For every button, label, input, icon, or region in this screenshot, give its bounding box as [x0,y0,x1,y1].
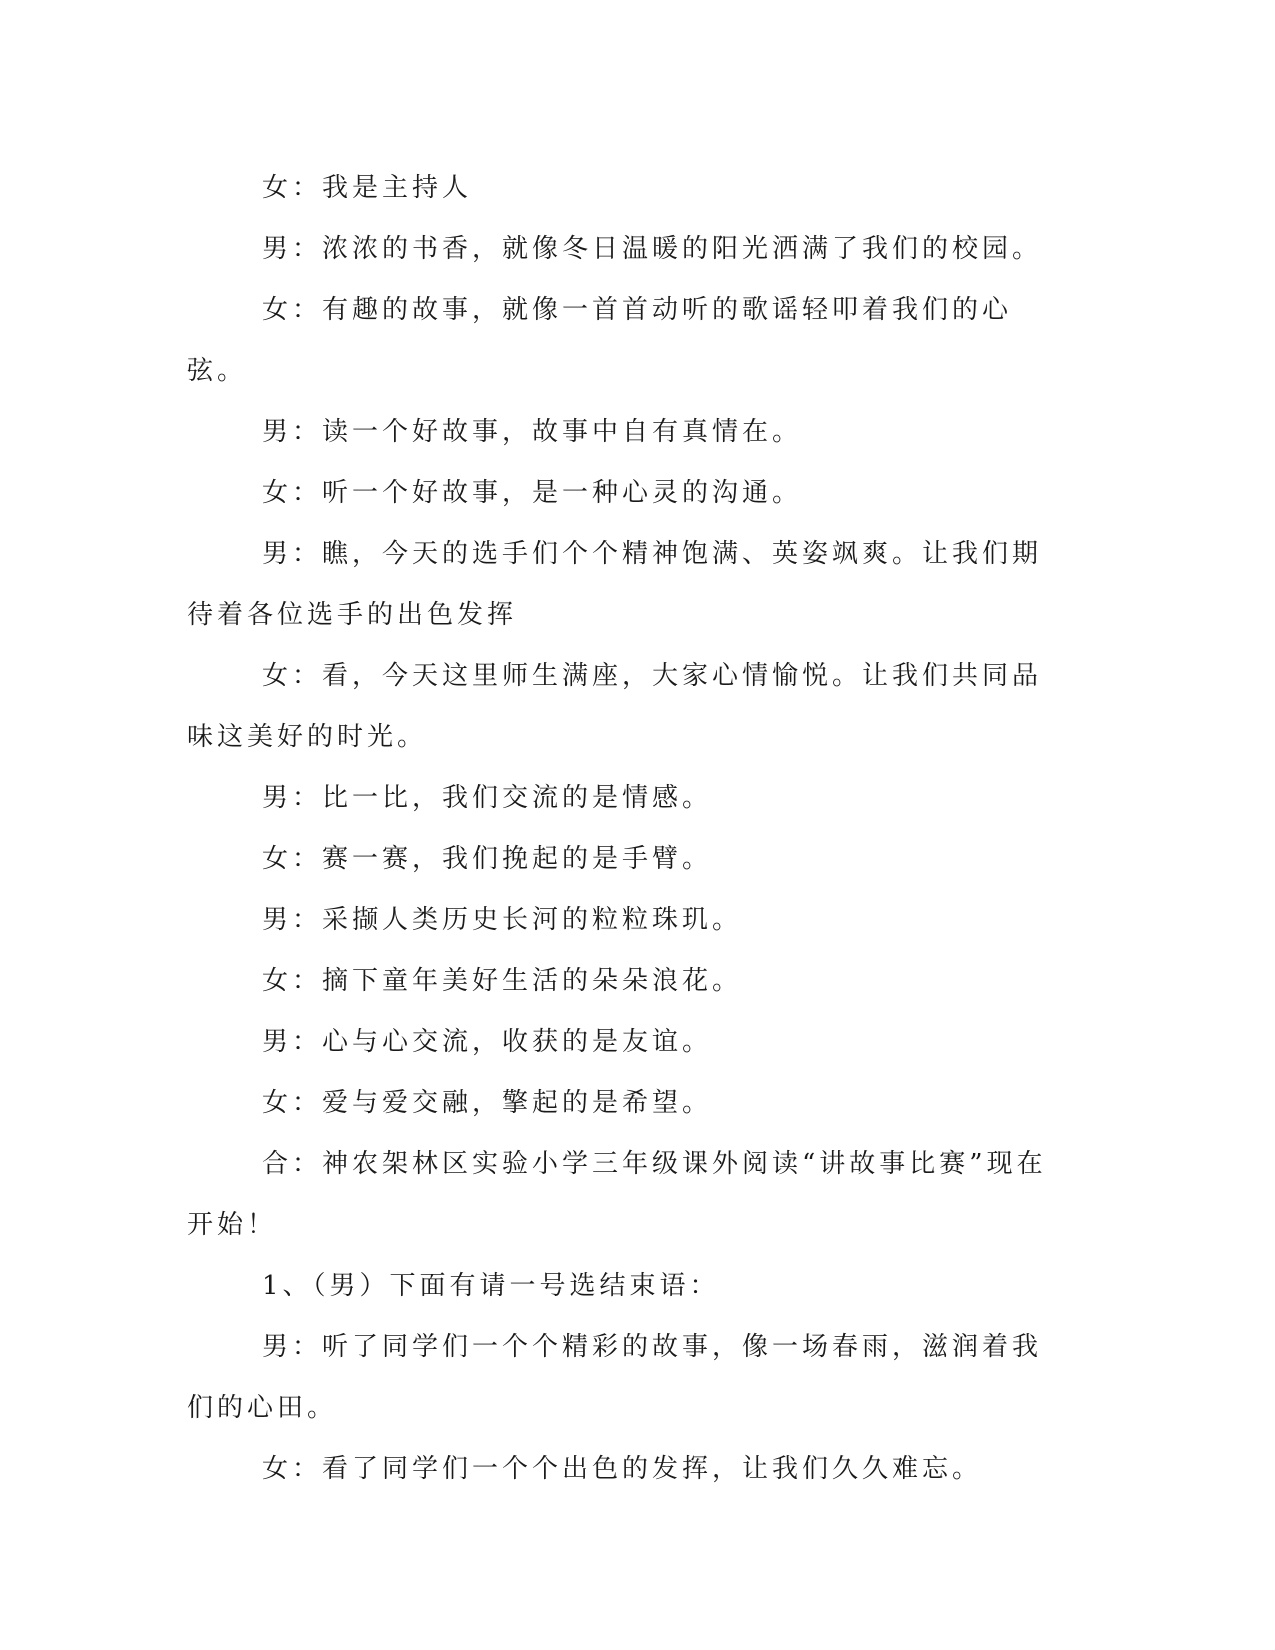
paragraph: 合：神农架林区实验小学三年级课外阅读“讲故事比赛”现在开始！ [187,1149,1047,1240]
paragraph: 男：读一个好故事，故事中自有真情在。 [262,417,803,447]
paragraph: 男：心与心交流，收获的是友谊。 [262,1027,713,1057]
paragraph: 女：看了同学们一个个出色的发挥，让我们久久难忘。 [262,1454,983,1484]
paragraph: 女：看，今天这里师生满座，大家心情愉悦。让我们共同品味这美好的时光。 [187,661,1043,752]
paragraph: 女：听一个好故事，是一种心灵的沟通。 [262,478,803,508]
paragraph: 男：采撷人类历史长河的粒粒珠玑。 [262,905,743,935]
paragraph: 女：有趣的故事，就像一首首动听的歌谣轻叩着我们的心弦。 [187,295,1013,386]
paragraph: 女：爱与爱交融，擎起的是希望。 [262,1088,713,1118]
document-body [187,158,1067,1500]
paragraph: 男：浓浓的书香，就像冬日温暖的阳光洒满了我们的校园。 [262,234,1043,264]
paragraph: 女：我是主持人 [262,173,473,203]
paragraph: 男：瞧，今天的选手们个个精神饱满、英姿飒爽。让我们期待着各位选手的出色发挥 [187,539,1043,630]
paragraph: 1、（男）下面有请一号选结束语： [262,1271,720,1301]
paragraph: 男：听了同学们一个个精彩的故事，像一场春雨，滋润着我们的心田。 [187,1332,1043,1423]
paragraph: 女：摘下童年美好生活的朵朵浪花。 [262,966,743,996]
paragraph: 女：赛一赛，我们挽起的是手臂。 [262,844,713,874]
paragraph: 男：比一比，我们交流的是情感。 [262,783,713,813]
